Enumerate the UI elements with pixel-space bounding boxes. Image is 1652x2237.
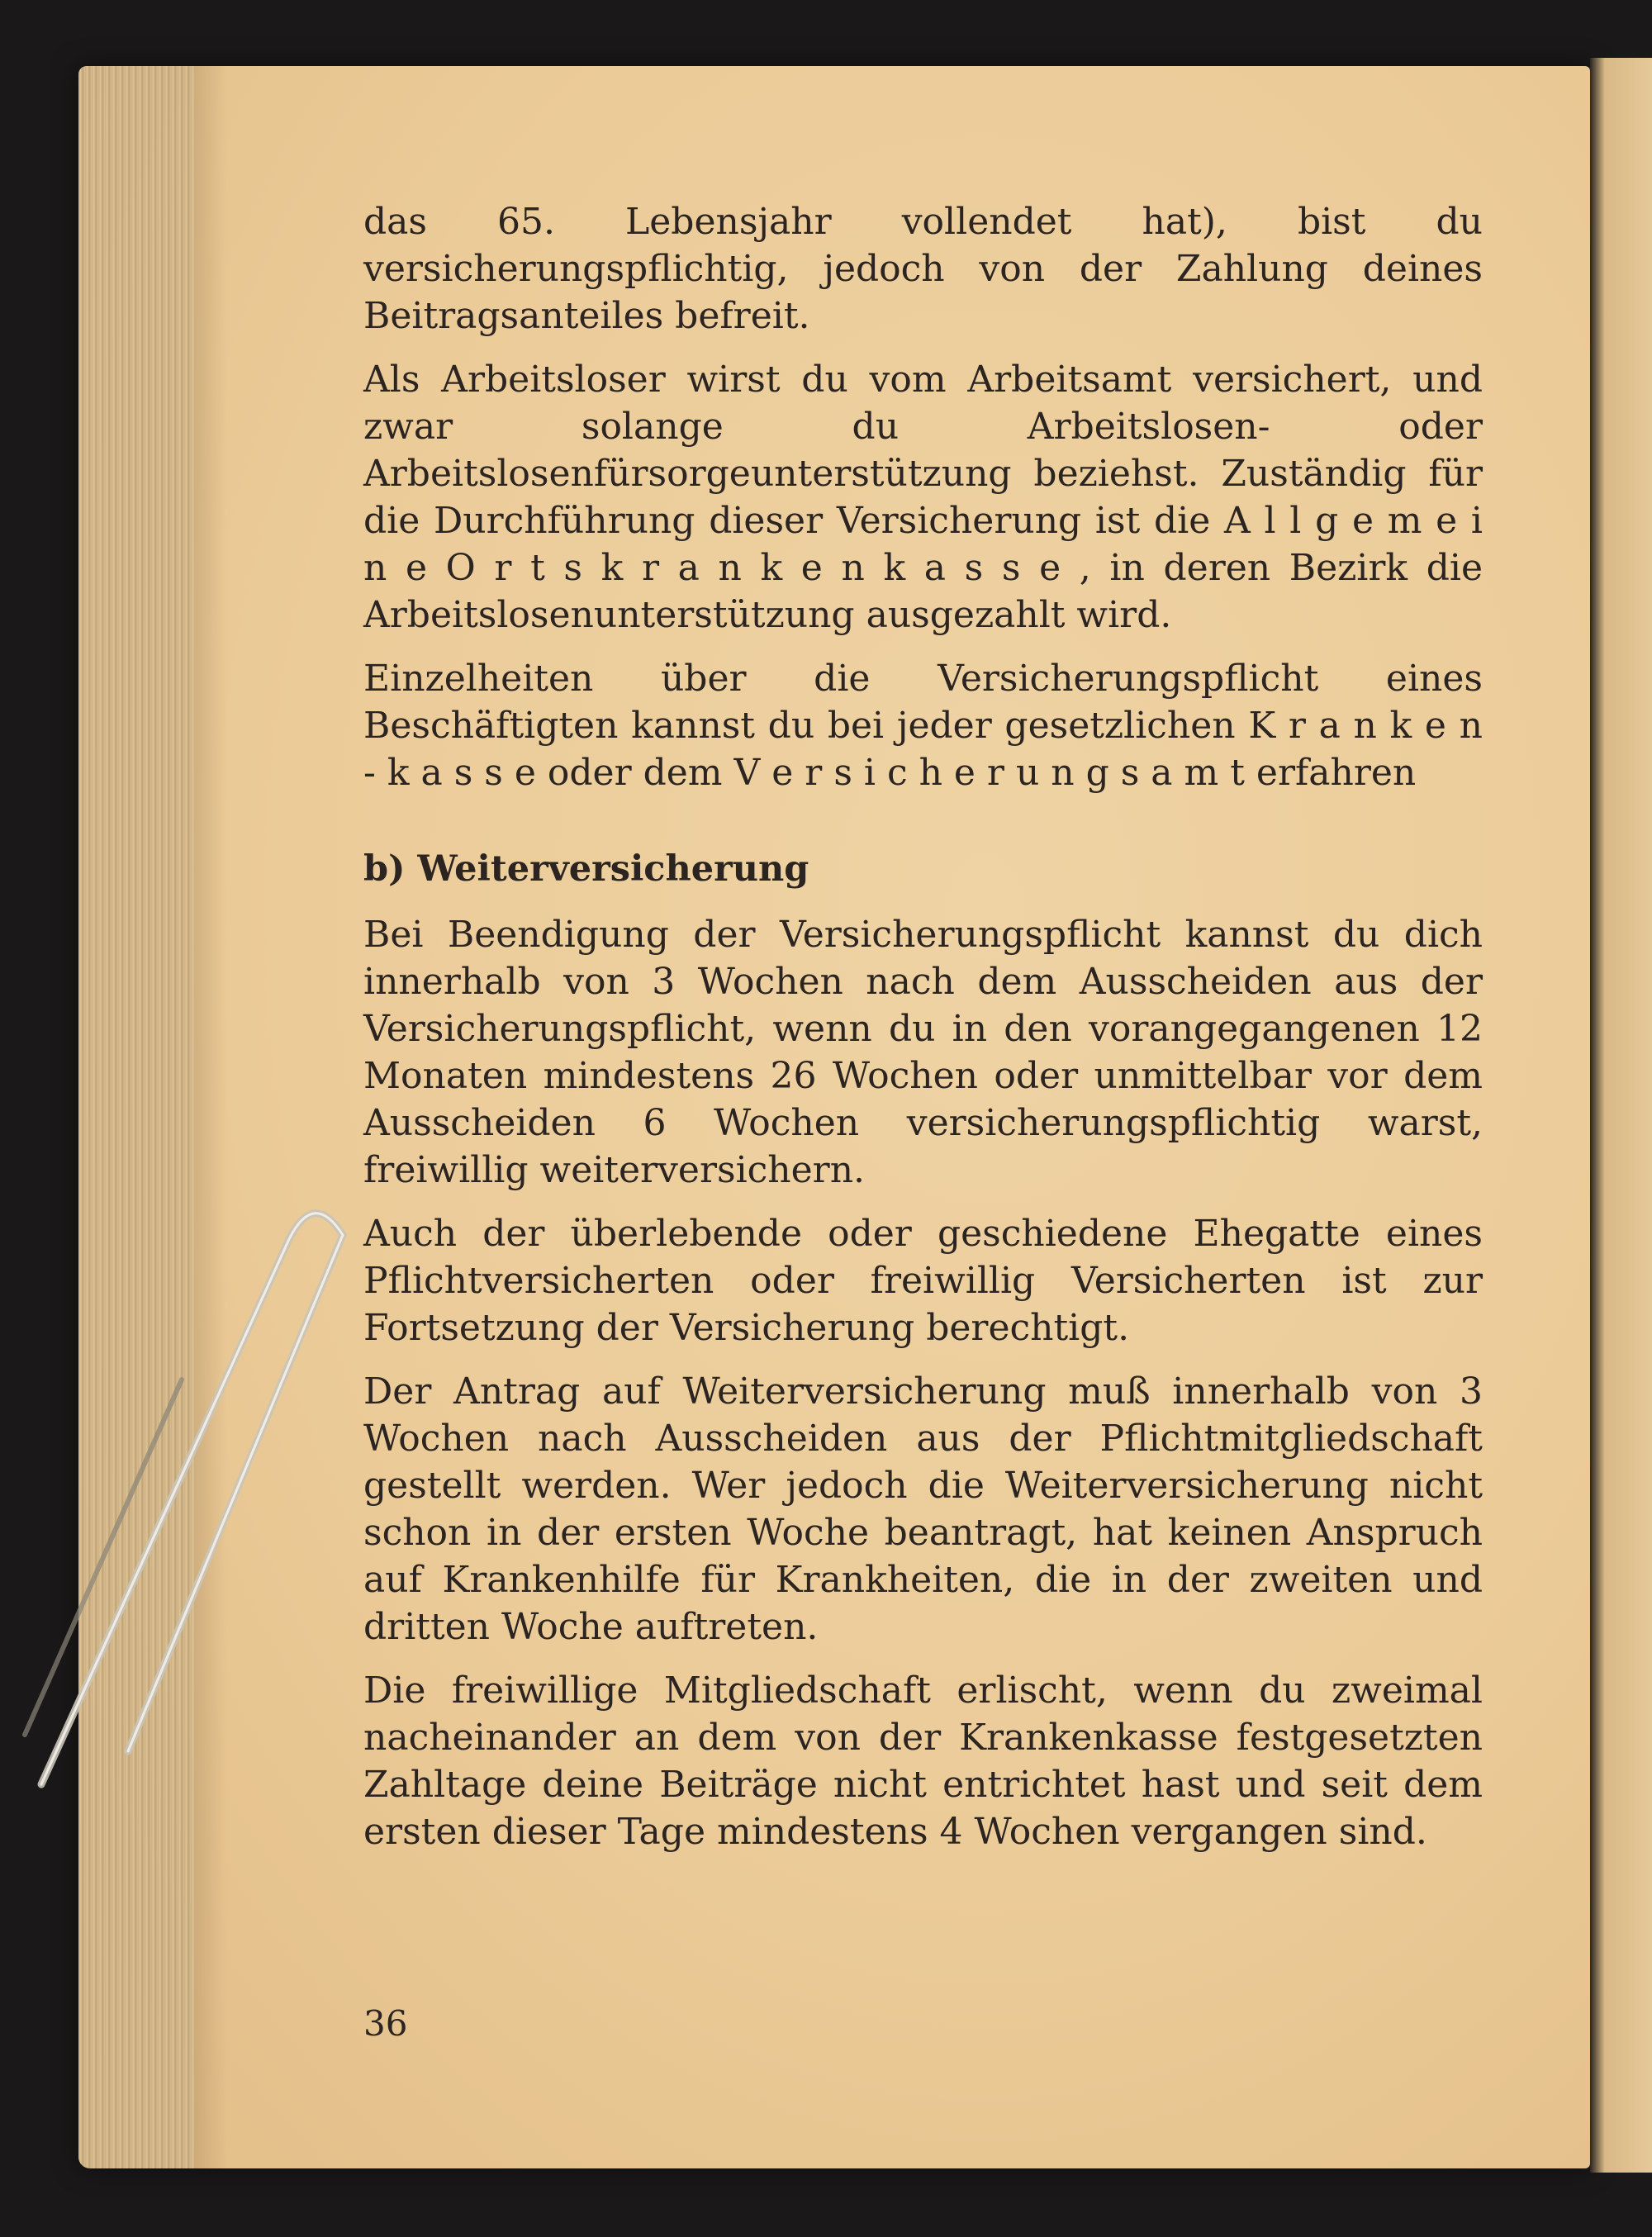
section-paragraph-1: Bei Beendigung der Versicherungspflicht kannst du dich innerhalb von 3 Wochen nach dem Ausscheiden aus der Versicherungspflicht, wenn du in den vorangegangenen 12 Monaten mindestens 26 Wochen oder unmittelbar vor dem Ausscheiden 6 Wochen versicherungspflichtig warst, freiwillig weiterversichern. [363, 914, 1483, 1191]
section-heading: b) Weiterversicherung [363, 848, 809, 890]
page-number: 36 [363, 2003, 408, 2044]
paragraph-2: Als Arbeitsloser wirst du vom Arbeitsamt versichert, und zwar solange du Arbeitslosen- oder Arbeitslosenfürsorgeunterstützung beziehst. Zuständig für die Durchführung dieser Versicherung ist die A l l g e m e i n e O r t s k r a n k e n k a s s e , in deren Bezirk die Arbeitslosenunterstützung ausgezahlt wird. [363, 359, 1483, 636]
paragraph-3: Einzelheiten über die Versicherungspflicht eines Beschäftigten kannst du bei jeder gesetzlichen K r a n k e n - k a s s e oder dem V e r s i c h e r u n g s a m t erfahren [363, 658, 1483, 794]
section-paragraph-4: Die freiwillige Mitgliedschaft erlischt, wenn du zweimal nacheinander an dem von der Krankenkasse festgesetzten Zahltage deine Beiträge nicht entrichtet hast und seit dem ersten dieser Tage mindestens 4 Wochen vergangen sind. [363, 1669, 1483, 1853]
paragraph-1: das 65. Lebensjahr vollendet hat), bist du versicherungspflichtig, jedoch von der Zahlung deines Beitragsanteiles befreit. [363, 201, 1483, 337]
section-paragraph-2: Auch der überlebende oder geschiedene Ehegatte eines Pflichtversicherten oder freiwillig Versicherten ist zur Fortsetzung der Versicherung berechtigt. [363, 1213, 1483, 1349]
page-text [363, 198, 1483, 1872]
section-paragraph-3: Der Antrag auf Weiterversicherung muß innerhalb von 3 Wochen nach Ausscheiden aus der Pflichtmitgliedschaft gestellt werden. Wer jedoch die Weiterversicherung nicht schon in der ersten Woche beantragt, hat keinen Anspruch auf Krankenhilfe für Krankheiten, die in der zweiten und dritten Woche auftreten. [363, 1370, 1483, 1648]
page-stack-edges [78, 66, 194, 2168]
paper-clip-icon [17, 1173, 372, 1801]
adjacent-page-edge [1590, 58, 1652, 2173]
